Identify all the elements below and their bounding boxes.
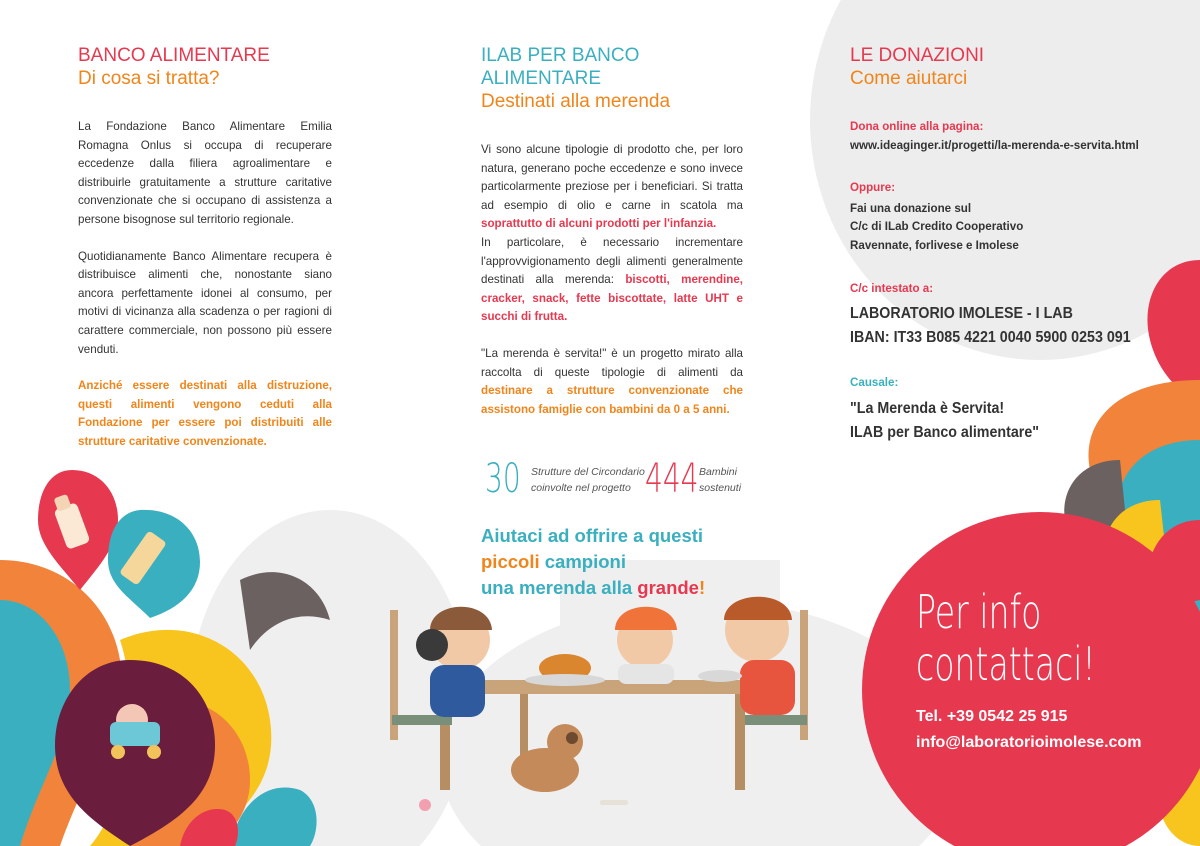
slogan-text: una merenda alla xyxy=(481,577,638,599)
donate-url[interactable]: www.ideaginger.it/progetti/la-merenda-e-servita.html xyxy=(850,138,1139,152)
paragraph: La Fondazione Banco Alimentare Emilia Romagna Onlus si occupa di recuperare eccedenze dalla filiera agroalimentare e distribuirle gratuitamente a strutture caritative convenzionate che si occupano di assistenza a persone bisognose sul territorio regionale. xyxy=(78,120,332,226)
slogan-exclamation: ! xyxy=(698,577,706,599)
column-banco-alimentare xyxy=(78,44,332,452)
biscuit-icon xyxy=(108,510,200,618)
section-subtitle: Come aiutarci xyxy=(850,68,968,89)
highlight-text: destinare a strutture convenzionate che assistono famiglie con bambini da 0 a 5 anni. xyxy=(481,384,743,416)
contact-email[interactable]: info@laboratorioimolese.com xyxy=(916,734,1142,751)
transfer-line-2: C/c di ILab Credito Cooperativo xyxy=(850,220,1024,234)
highlight-text: biscotti, merendine, cracker, snack, fette biscottate, latte UHT e succhi di frutta. xyxy=(481,273,743,324)
slogan-text: campioni xyxy=(539,551,626,573)
causale-line-1: "La Merenda è Servita! xyxy=(850,399,1005,417)
section-title: BANCO ALIMENTARE xyxy=(78,45,270,66)
slogan-word-grande: grande xyxy=(637,577,699,599)
paragraph: Quotidianamente Banco Alimentare recupera è distribuisce alimenti che, nonostante siano ancora perfettamente idonei al consumo, per motivi di vicinanza alla scadenza o per ragioni di carattere commerciale, non possono più essere venduti. xyxy=(78,249,332,356)
causale-block xyxy=(850,374,1180,445)
slogan-line-2 xyxy=(481,549,743,575)
transfer-line-3: Ravennate, forlivese e Imolese xyxy=(850,238,1019,252)
transfer-line-1: Fai una donazione sul xyxy=(850,201,972,215)
stat-structures-number: 30 xyxy=(485,456,521,503)
contact-title-line-1: Per info xyxy=(916,585,1042,639)
highlight-paragraph xyxy=(78,377,332,451)
stats-row xyxy=(481,455,743,511)
account-holder-heading: C/c intestato a: xyxy=(850,281,934,295)
stat-structures-label-1: Strutture del Circondario xyxy=(531,466,645,479)
column-ilab xyxy=(481,44,743,601)
section-title: LE DONAZIONI xyxy=(850,45,985,66)
account-holder-block xyxy=(850,280,1180,351)
slogan-word-piccoli: piccoli xyxy=(481,551,540,573)
slogan-line-1: Aiutaci ad offrire a questi xyxy=(481,525,704,547)
contact-phone[interactable]: Tel. +39 0542 25 915 xyxy=(916,708,1068,725)
alternative-heading: Oppure: xyxy=(850,181,896,195)
paragraph xyxy=(481,141,743,234)
contact-title-line-2: contattaci! xyxy=(916,637,1096,691)
stat-children-label-1: Bambini xyxy=(699,466,737,479)
text: In particolare, è necessario incrementare l'approvvigionamento degli alimenti generalmente destinati alla merenda: xyxy=(481,235,743,287)
column-donazioni xyxy=(850,44,1180,469)
section-subtitle: Di cosa si tratta? xyxy=(78,68,220,89)
paragraph xyxy=(481,345,743,419)
slogan-line-3 xyxy=(481,575,743,601)
donate-online-heading: Dona online alla pagina: xyxy=(850,120,984,133)
section-subtitle: Destinati alla merenda xyxy=(481,91,671,112)
highlight-text: Anziché essere destinati alla distruzione, questi alimenti vengono ceduti alla Fondazione per essere poi distribuiti alle strutture caritative convenzionate. xyxy=(78,379,332,448)
paragraph xyxy=(481,234,743,327)
donate-online-block xyxy=(850,118,1180,155)
text: Vi sono alcune tipologie di prodotto che, per loro natura, generano poche eccedenze e sono invece particolarmente preziose per i beneficiari. Si tratta ad esempio di olio e carne in scatola ma xyxy=(481,143,743,212)
text: "La merenda è servita!" è un progetto mirato alla raccolta di queste tipologie di alimenti da xyxy=(481,346,743,379)
highlight-text: soprattutto di alcuni prodotti per l'infanzia. xyxy=(481,217,717,231)
section-title: ILAB PER BANCO ALIMENTARE xyxy=(481,45,640,89)
stat-children-number: 444 xyxy=(645,456,699,503)
account-holder-name: LABORATORIO IMOLESE - I LAB xyxy=(850,305,1073,323)
contact-info xyxy=(916,586,1196,756)
bank-transfer-block xyxy=(850,179,1180,255)
stat-children-label-2: sostenuti xyxy=(699,482,742,495)
slogan xyxy=(481,523,743,601)
causale-heading: Causale: xyxy=(850,376,899,390)
stat-structures-label-2: coinvolte nel progetto xyxy=(531,482,631,495)
causale-line-2: ILAB per Banco alimentare" xyxy=(850,423,1040,441)
iban: IBAN: IT33 B085 4221 0040 5900 0253 091 xyxy=(850,329,1131,347)
